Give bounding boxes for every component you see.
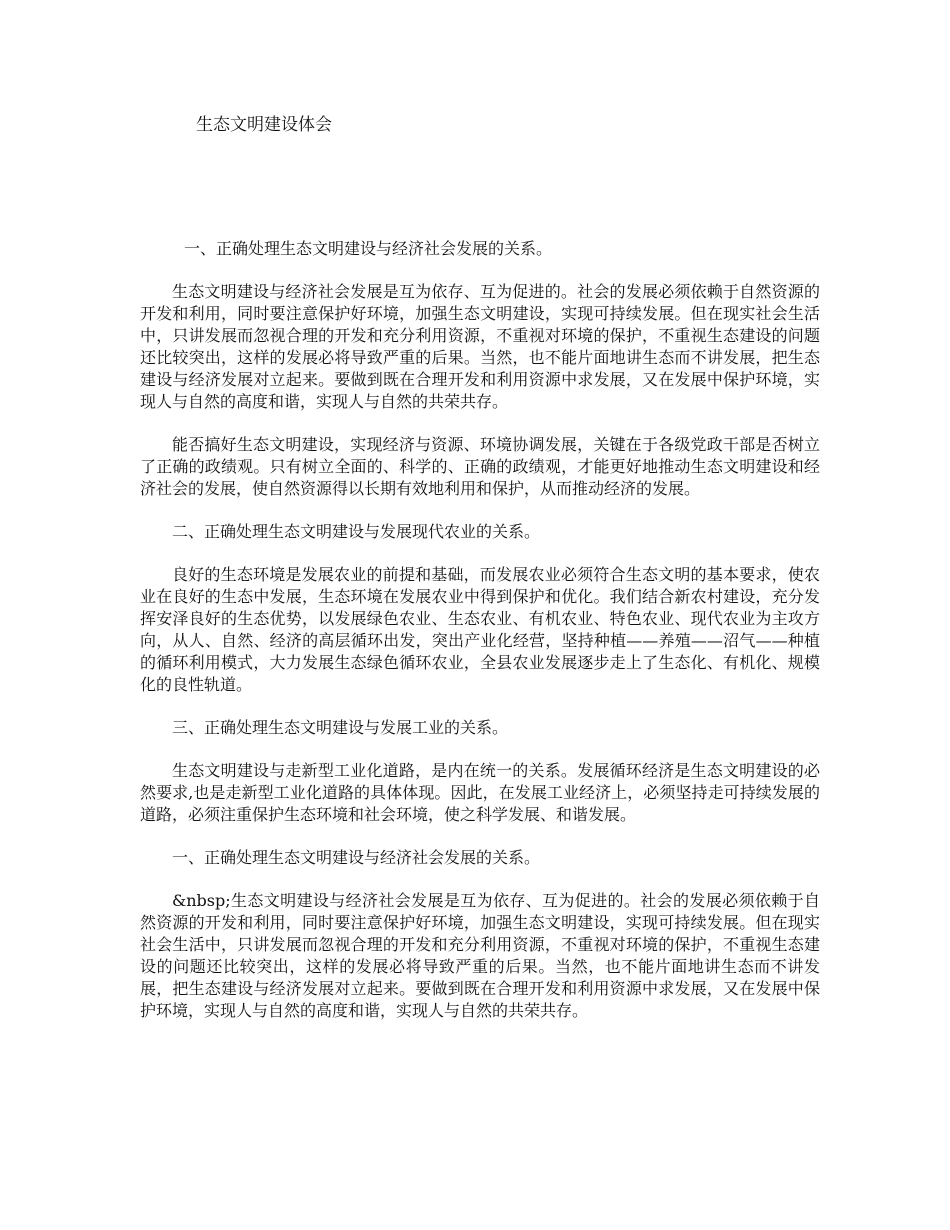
section-heading-1: 一、正确处理生态文明建设与经济社会发展的关系。 <box>184 239 553 258</box>
section-heading-2: 二、正确处理生态文明建设与发展现代农业的关系。 <box>172 522 541 541</box>
section-heading-3: 三、正确处理生态文明建设与发展工业的关系。 <box>172 718 509 737</box>
body-paragraph: 生态文明建设与走新型工业化道路，是内在统一的关系。发展循环经济是生态文明建设的必然要求,也是走新型工业化道路的具体体现。因此，在发展工业经济上，必须坚持走可持续发展的道路，必须注重保护生态环境和社会环境，使之科学发展、和谐发展。 <box>140 761 820 824</box>
document-title: 生态文明建设体会 <box>196 115 332 135</box>
document-body <box>140 238 820 1043</box>
section-heading-1-repeat: 一、正确处理生态文明建设与经济社会发展的关系。 <box>172 848 541 867</box>
body-paragraph: 良好的生态环境是发展农业的前提和基础，而发展农业必须符合生态文明的基本要求，使农业在良好的生态中发展，生态环境在发展农业中得到保护和优化。我们结合新农村建设，充分发挥安泽良好的生态优势，以发展绿色农业、生态农业、有机农业、特色农业、现代农业为主攻方向，从人、自然、经济的高层循环出发，突出产业化经营，坚持种植——养殖——沼气——种植的循环利用模式，大力发展生态绿色循环农业，全县农业发展逐步走上了生态化、有机化、规模化的良性轨道。 <box>140 565 820 694</box>
body-paragraph: 生态文明建设与经济社会发展是互为依存、互为促进的。社会的发展必须依赖于自然资源的开发和利用，同时要注意保护好环境，加强生态文明建设，实现可持续发展。但在现实社会生活中，只讲发展而忽视合理的开发和充分利用资源，不重视对环境的保护，不重视生态建设的问题还比较突出，这样的发展必将导致严重的后果。当然，也不能片面地讲生态而不讲发展，把生态建设与经济发展对立起来。要做到既在合理开发和利用资源中求发展，又在发展中保护环境，实现人与自然的高度和谐，实现人与自然的共荣共存。 <box>140 282 820 411</box>
body-paragraph: 能否搞好生态文明建设，实现经济与资源、环境协调发展，关键在于各级党政干部是否树立了正确的政绩观。只有树立全面的、科学的、正确的政绩观，才能更好地推动生态文明建设和经济社会的发展，使自然资源得以长期有效地利用和保护，从而推动经济的发展。 <box>140 435 820 498</box>
body-paragraph: &nbsp;生态文明建设与经济社会发展是互为依存、互为促进的。社会的发展必须依赖于自然资源的开发和利用，同时要注意保护好环境，加强生态文明建设，实现可持续发展。但在现实社会生活中，只讲发展而忽视合理的开发和充分利用资源，不重视对环境的保护，不重视生态建设的问题还比较突出，这样的发展必将导致严重的后果。当然，也不能片面地讲生态而不讲发展，把生态建设与经济发展对立起来。要做到既在合理开发和利用资源中求发展，又在发展中保护环境，实现人与自然的高度和谐，实现人与自然的共荣共存。 <box>140 891 820 1020</box>
